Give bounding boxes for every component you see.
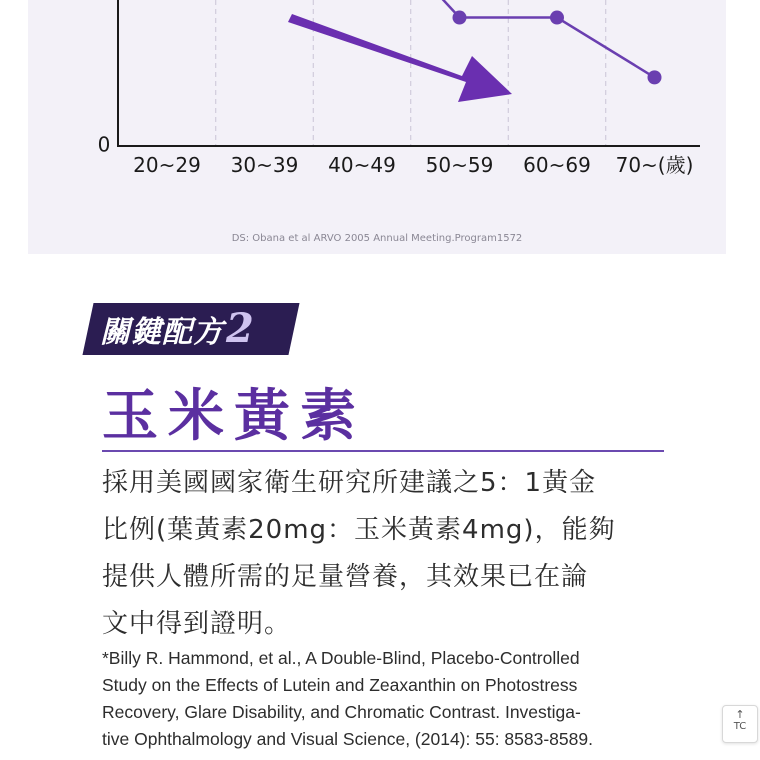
- scroll-to-top-button[interactable]: [722, 705, 758, 743]
- y-zero-label: 0: [97, 132, 111, 157]
- chart-axes: [98, 0, 700, 157]
- data-point: [648, 70, 662, 84]
- x-tick-labels: [133, 153, 693, 177]
- reference-line: Recovery, Glare Disability, and Chromatic Contrast. Investiga-: [102, 702, 581, 722]
- chart-gridlines: [216, 0, 606, 146]
- chart-source-note: DS: Obana et al ARVO 2005 Annual Meeting.Program1572: [231, 233, 523, 244]
- reference-line: tive Ophthalmology and Visual Science, (2014): 55: 8583-8589.: [102, 729, 593, 749]
- reference-line: *Billy R. Hammond, et al., A Double-Blind, Placebo-Controlled: [102, 648, 580, 668]
- to-top-label: TC: [733, 721, 747, 732]
- x-tick-label: 60~69: [523, 153, 591, 177]
- arrow-up-icon: ↑: [735, 708, 745, 721]
- x-tick-label: 30~39: [230, 153, 299, 177]
- x-tick-label: 20~29: [133, 153, 201, 177]
- body-line: 提供人體所需的足量營養，其效果已在論: [102, 562, 589, 592]
- reference-citation: [102, 645, 682, 753]
- reference-line: Study on the Effects of Lutein and Zeaxanthin on Photostress: [102, 675, 578, 695]
- title-divider: [102, 450, 664, 452]
- x-tick-label: 70~(歲): [615, 153, 694, 177]
- x-tick-label: 50~59: [425, 153, 494, 177]
- trend-arrow-shape: [288, 14, 512, 102]
- data-point: [453, 11, 467, 25]
- x-tick-label: 40~49: [328, 153, 396, 177]
- formula-badge-number: 2: [226, 305, 255, 352]
- body-line: 文中得到證明。: [102, 609, 292, 639]
- body-paragraph: [102, 460, 672, 648]
- series-line: [460, 18, 655, 78]
- formula-badge-label: [100, 305, 255, 353]
- body-line: 採用美國國家衛生研究所建議之5：1黃金: [102, 468, 597, 498]
- ingredient-title: 玉米黃素: [102, 384, 366, 449]
- formula-badge-text: 關鍵配方: [100, 315, 224, 350]
- trend-arrow: [288, 14, 512, 102]
- age-line-chart: [0, 0, 760, 254]
- data-point: [550, 11, 564, 25]
- body-line: 比例(葉黃素20mg：玉米黃素4mg)，能夠: [102, 515, 616, 545]
